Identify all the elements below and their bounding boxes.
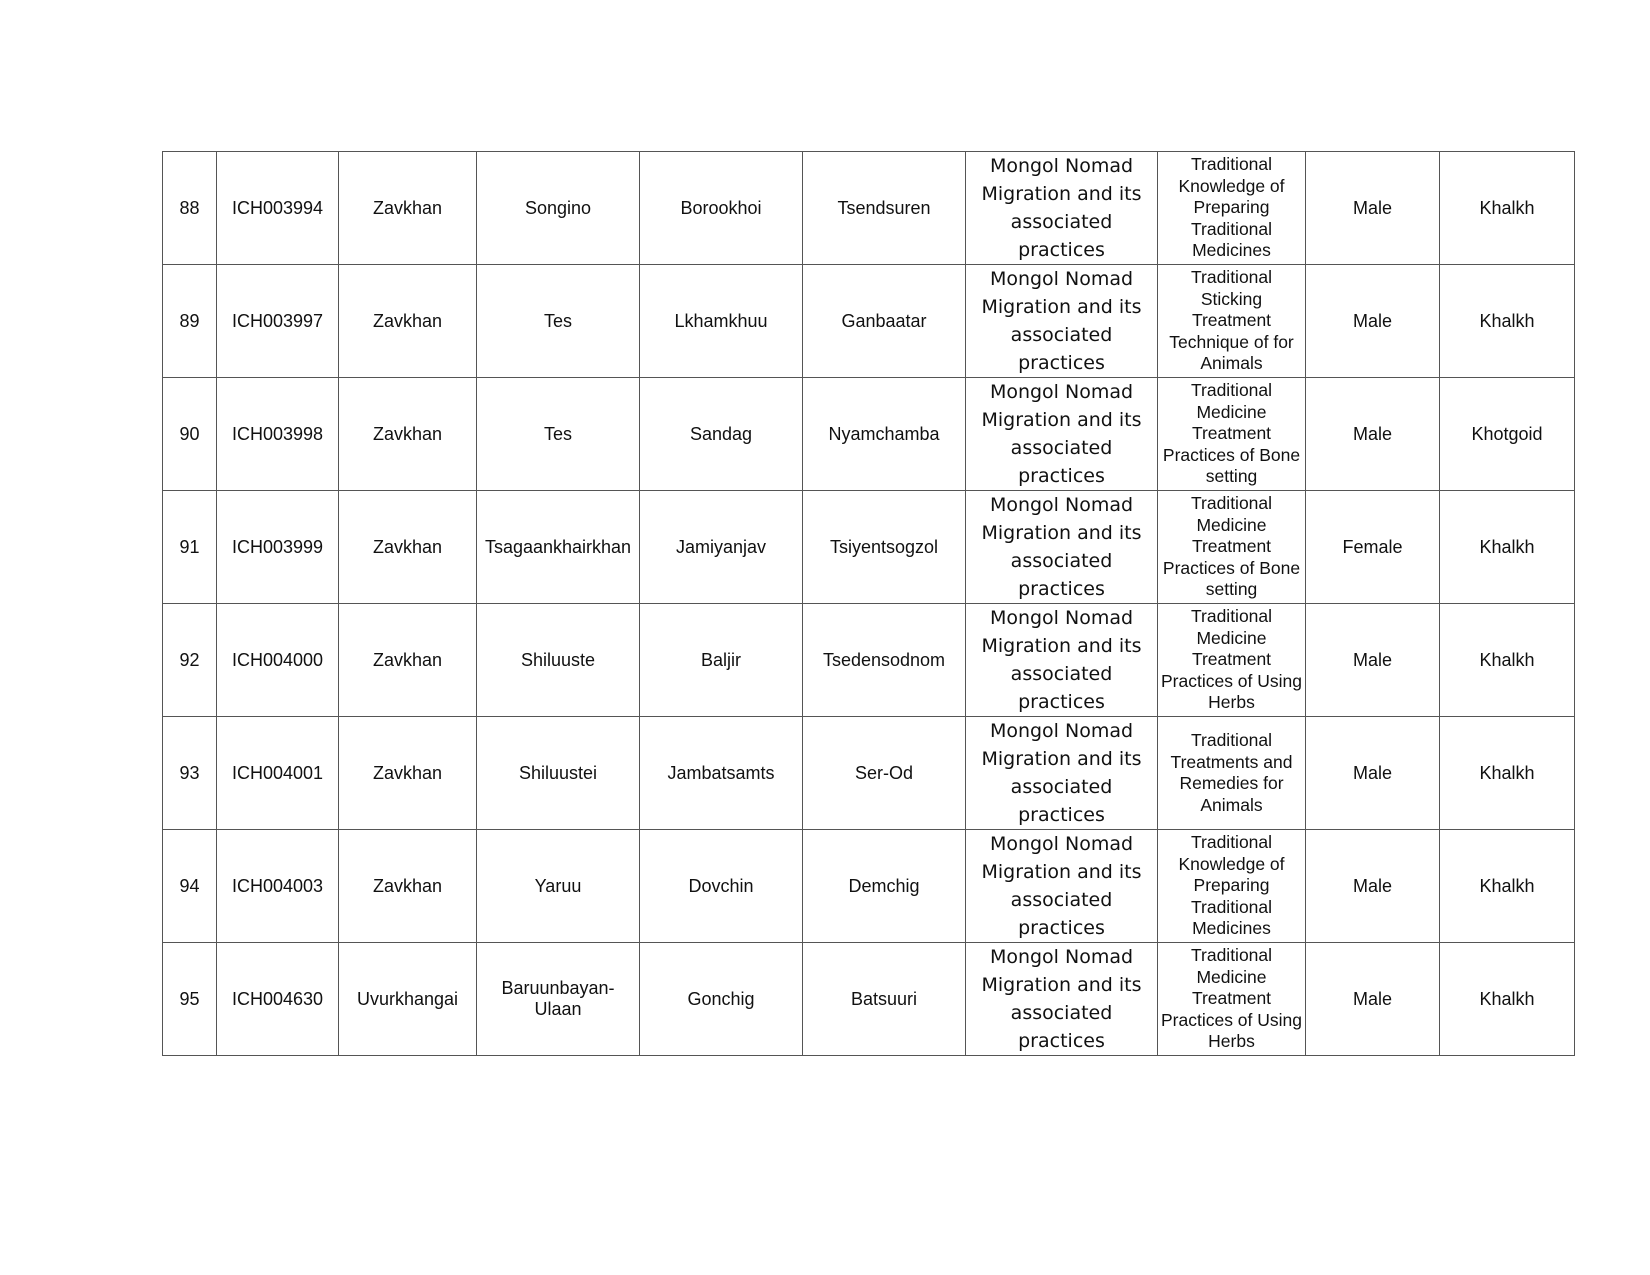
cell-skill: Traditional Medicine Treatment Practices of Bone setting (1158, 378, 1306, 491)
cell-province: Zavkhan (339, 491, 477, 604)
cell-father-name: Borookhoi (640, 152, 803, 265)
table-row (163, 265, 1575, 378)
cell-skill: Traditional Medicine Treatment Practices of Using Herbs (1158, 604, 1306, 717)
table-row (163, 604, 1575, 717)
cell-ich-id: ICH004003 (217, 830, 339, 943)
cell-ich-id: ICH004001 (217, 717, 339, 830)
cell-father-name: Jamiyanjav (640, 491, 803, 604)
cell-soum: Tes (477, 378, 640, 491)
cell-element: Mongol Nomad Migration and its associated practices (966, 604, 1158, 717)
cell-ich-id: ICH003994 (217, 152, 339, 265)
cell-province: Zavkhan (339, 717, 477, 830)
cell-skill: Traditional Knowledge of Preparing Traditional Medicines (1158, 152, 1306, 265)
cell-soum: Yaruu (477, 830, 640, 943)
cell-ethnicity: Khalkh (1440, 152, 1575, 265)
cell-element: Mongol Nomad Migration and its associated practices (966, 491, 1158, 604)
cell-ethnicity: Khalkh (1440, 491, 1575, 604)
bearers-table (162, 151, 1575, 1056)
cell-number: 95 (163, 943, 217, 1056)
cell-province: Zavkhan (339, 152, 477, 265)
cell-name: Nyamchamba (803, 378, 966, 491)
cell-ethnicity: Khotgoid (1440, 378, 1575, 491)
cell-gender: Male (1306, 943, 1440, 1056)
cell-father-name: Jambatsamts (640, 717, 803, 830)
cell-name: Tsedensodnom (803, 604, 966, 717)
cell-number: 90 (163, 378, 217, 491)
cell-number: 94 (163, 830, 217, 943)
cell-ethnicity: Khalkh (1440, 604, 1575, 717)
cell-province: Zavkhan (339, 265, 477, 378)
cell-name: Tsiyentsogzol (803, 491, 966, 604)
cell-ich-id: ICH003999 (217, 491, 339, 604)
cell-ich-id: ICH004630 (217, 943, 339, 1056)
cell-gender: Male (1306, 717, 1440, 830)
cell-skill: Traditional Treatments and Remedies for Animals (1158, 717, 1306, 830)
cell-father-name: Gonchig (640, 943, 803, 1056)
cell-soum: Baruunbayan-Ulaan (477, 943, 640, 1056)
cell-province: Zavkhan (339, 378, 477, 491)
cell-ethnicity: Khalkh (1440, 830, 1575, 943)
table-row (163, 943, 1575, 1056)
cell-ethnicity: Khalkh (1440, 265, 1575, 378)
cell-name: Ser-Od (803, 717, 966, 830)
cell-name: Tsendsuren (803, 152, 966, 265)
cell-name: Ganbaatar (803, 265, 966, 378)
cell-soum: Tsagaankhairkhan (477, 491, 640, 604)
cell-gender: Male (1306, 378, 1440, 491)
cell-skill: Traditional Medicine Treatment Practices of Using Herbs (1158, 943, 1306, 1056)
table-row (163, 152, 1575, 265)
cell-province: Zavkhan (339, 604, 477, 717)
cell-element: Mongol Nomad Migration and its associated practices (966, 265, 1158, 378)
cell-gender: Male (1306, 265, 1440, 378)
cell-number: 91 (163, 491, 217, 604)
cell-skill: Traditional Sticking Treatment Technique of for Animals (1158, 265, 1306, 378)
cell-soum: Shiluustei (477, 717, 640, 830)
table-row (163, 378, 1575, 491)
cell-ich-id: ICH003998 (217, 378, 339, 491)
table-row (163, 830, 1575, 943)
cell-father-name: Lkhamkhuu (640, 265, 803, 378)
cell-ich-id: ICH004000 (217, 604, 339, 717)
cell-ethnicity: Khalkh (1440, 717, 1575, 830)
cell-skill: Traditional Knowledge of Preparing Traditional Medicines (1158, 830, 1306, 943)
cell-father-name: Sandag (640, 378, 803, 491)
cell-number: 93 (163, 717, 217, 830)
cell-province: Uvurkhangai (339, 943, 477, 1056)
cell-element: Mongol Nomad Migration and its associated practices (966, 943, 1158, 1056)
cell-soum: Shiluuste (477, 604, 640, 717)
cell-father-name: Baljir (640, 604, 803, 717)
cell-gender: Male (1306, 830, 1440, 943)
cell-element: Mongol Nomad Migration and its associated practices (966, 152, 1158, 265)
cell-number: 92 (163, 604, 217, 717)
cell-element: Mongol Nomad Migration and its associated practices (966, 378, 1158, 491)
cell-ethnicity: Khalkh (1440, 943, 1575, 1056)
cell-skill: Traditional Medicine Treatment Practices of Bone setting (1158, 491, 1306, 604)
cell-soum: Tes (477, 265, 640, 378)
cell-number: 88 (163, 152, 217, 265)
cell-gender: Female (1306, 491, 1440, 604)
cell-soum: Songino (477, 152, 640, 265)
cell-father-name: Dovchin (640, 830, 803, 943)
cell-ich-id: ICH003997 (217, 265, 339, 378)
cell-element: Mongol Nomad Migration and its associated practices (966, 717, 1158, 830)
cell-province: Zavkhan (339, 830, 477, 943)
cell-name: Demchig (803, 830, 966, 943)
cell-element: Mongol Nomad Migration and its associated practices (966, 830, 1158, 943)
cell-gender: Male (1306, 152, 1440, 265)
cell-number: 89 (163, 265, 217, 378)
cell-name: Batsuuri (803, 943, 966, 1056)
table-row (163, 717, 1575, 830)
table-row (163, 491, 1575, 604)
table-body (163, 152, 1575, 1056)
cell-gender: Male (1306, 604, 1440, 717)
